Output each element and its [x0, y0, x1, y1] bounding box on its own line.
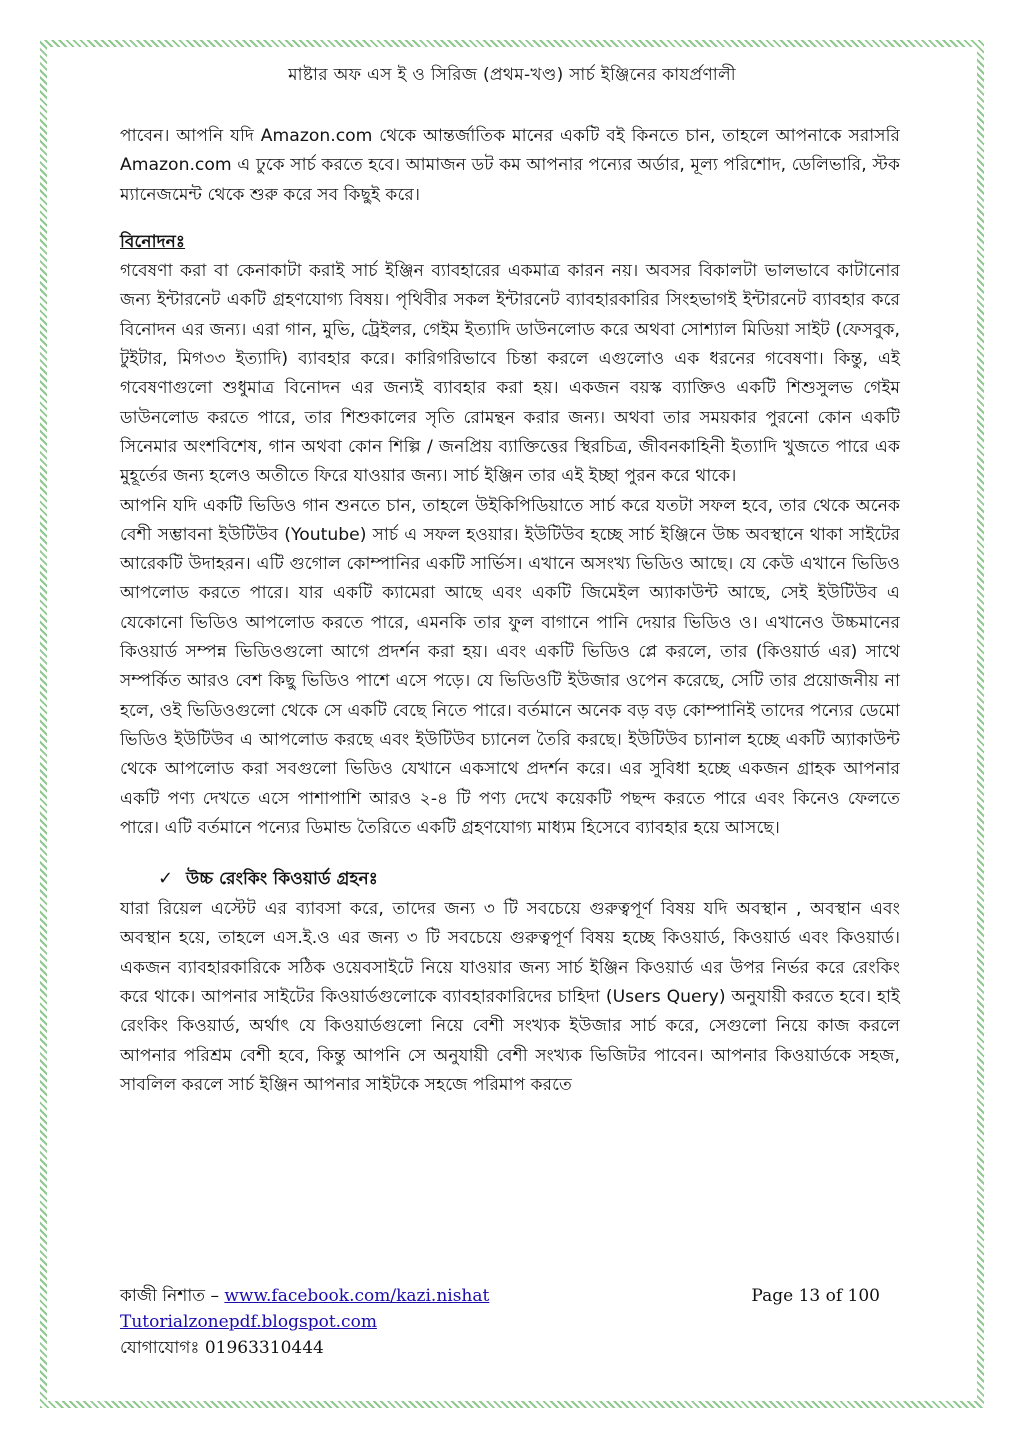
entertainment-heading: বিনোদনঃ [120, 231, 186, 252]
intro-paragraph: পাবেন। আপনি যদি Amazon.com থেকে আন্তর্জাতিক মানের একটি বই কিনতে চান, তাহলে আপনাকে সরাসরি Amazon.com এ ঢুকে সার্চ করতে হবে। আমাজন ডট কম আপনার পন্যের অর্ডার, মূল্য পরিশোদ, ডেলিভারি, স্টক ম্যানেজমেন্ট থেকে শুরু করে সব কিছুই করে। [120, 126, 900, 205]
footer-author: কাজী নিশাত – [120, 1286, 219, 1306]
keyword-section-heading [120, 863, 900, 895]
keyword-heading-label: উচ্চ রেংকিং কিওয়ার্ড গ্রহনঃ [186, 869, 378, 890]
checkmark-icon: ✓ [158, 868, 174, 890]
footer-row [120, 1283, 880, 1309]
keyword-paragraph: যারা রিয়েল এস্টেট এর ব্যাবসা করে, তাদের জন্য ৩ টি সবচেয়ে গুরুত্বপূর্ণ বিষয় যদি অবস্থান , অবস্থান এবং অবস্থান হয়ে, তাহলে এস.ই.ও এর জন্য ৩ টি সবচেয়ে গুরুত্বপূর্ণ বিষয় হচ্ছে কিওয়ার্ড, কিওয়ার্ড এবং কিওয়ার্ড। একজন ব্যাবহারকারিকে সঠিক ওয়েবসাইটে নিয়ে যাওয়ার জন্য সার্চ ইঞ্জিন কিওয়ার্ড এর উপর নির্ভর করে রেংকিং করে থাকে। আপনার সাইটের কিওয়ার্ডগুলোকে ব্যাবহারকারিদের চাহিদা (Users Query) অনুযায়ী করতে হবে। হাই রেংকিং কিওয়ার্ড, অর্থাৎ যে কিওয়ার্ডগুলো নিয়ে বেশী সংখ্যক ইউজার সার্চ করে, সেগুলো নিয়ে কাজ করলে আপনার পরিশ্রম বেশী হবে, কিন্তু আপনি সে অনুযায়ী বেশী সংখ্যক ভিজিটর পাবেন। আপনার কিওয়ার্ডকে সহজ, সাবলিল করলে সার্চ ইঞ্জিন আপনার সাইটকে সহজে পরিমাপ করতে [120, 899, 900, 1095]
entertainment-paragraph-1: গবেষণা করা বা কেনাকাটা করাই সার্চ ইঞ্জিন ব্যাবহারের একমাত্র কারন নয়। অবসর বিকালটা ভালভাবে কাটানোর জন্য ইন্টারনেট একটি গ্রহণযোগ্য বিষয়। পৃথিবীর সকল ইন্টারনেট ব্যাবহারকারির সিংহভাগই ইন্টারনেট ব্যাবহার করে বিনোদন এর জন্য। এরা গান, মুভি, ট্রেইলর, গেইম ইত্যাদি ডাউনলোড করে অথবা সোশ্যাল মিডিয়া সাইট (ফেসবুক, টুইটার, মিগ৩৩ ইত্যাদি) ব্যাবহার করে। কারিগরিভাবে চিন্তা করলে এগুলোও এক ধরনের গবেষণা। কিন্তু, এই গবেষণাগুলো শুধুমাত্র বিনোদন এর জন্যই ব্যাবহার করা হয়। একজন বয়স্ক ব্যাক্তিও একটি শিশুসুলভ গেইম ডাউনলোড করতে পারে, তার শিশুকালের সৃতি রোমন্থন করার জন্য। অথবা তার সময়কার পুরনো কোন একটি সিনেমার অংশবিশেষ, গান অথবা কোন শিল্পি / জনপ্রিয় ব্যাক্তিত্তের স্থিরচিত্র, জীবনকাহিনী ইত্যাদি খুজতে পারে এক মুহূর্তের জন্য হলেও অতীতে ফিরে যাওয়ার জন্য। সার্চ ইঞ্জিন তার এই ইচ্ছা পুরন করে থাকে। [120, 261, 900, 487]
blog-link[interactable]: Tutorialzonepdf.blogspot.com [120, 1312, 377, 1332]
main-content [120, 122, 900, 1100]
footer-contact: যোগাযোগঃ 01963310444 [120, 1338, 324, 1358]
page-header-title: মাষ্টার অফ এস ই ও সিরিজ (প্রথম-খণ্ড) সার্চ ইঞ্জিনের কাযর্প্রণালী [288, 65, 736, 85]
page-footer [120, 1283, 880, 1361]
page-number: Page 13 of 100 [751, 1286, 880, 1306]
footer-author-line [120, 1283, 489, 1309]
entertainment-paragraph-2: আপনি যদি একটি ভিডিও গান শুনতে চান, তাহলে উইকিপিডিয়াতে সার্চ করে যতটা সফল হবে, তার থেকে অনেক বেশী সম্ভাবনা ইউটিউব (Youtube) সার্চ এ সফল হওয়ার। ইউটিউব হচ্ছে সার্চ ইঞ্জিনে উচ্চ অবস্থানে থাকা সাইটের আরেকটি উদাহরন। এটি গুগোল কোম্পানির একটি সার্ভিস। এখানে অসংখ্য ভিডিও আছে। যে কেউ এখানে ভিডিও আপলোড করতে পারে। যার একটি ক্যামেরা আছে এবং একটি জিমেইল অ্যাকাউন্ট আছে, সেই ইউটিউব এ যেকোনো ভিডিও আপলোড করতে পারে, এমনকি তার ফুল বাগানে পানি দেয়ার ভিডিও ও। এখানেও উচ্চমানের কিওয়ার্ড সম্পন্ন ভিডিওগুলো আগে প্রদর্শন করা হয়। এবং একটি ভিডিও প্লে করলে, তার (কিওয়ার্ড এর) সাথে সম্পর্কিত আরও বেশ কিছু ভিডিও পাশে এসে পড়ে। যে ভিডিওটি ইউজার ওপেন করেছে, সেটি তার প্রয়োজনীয় না হলে, ওই ভিডিওগুলো থেকে সে একটি বেছে নিতে পারে। বর্তমানে অনেক বড় বড় কোম্পানিই তাদের পন্যের ডেমো ভিডিও ইউটিউব এ আপলোড করছে এবং ইউটিউব চ্যানেল তৈরি করছে। ইউটিউব চ্যানাল হচ্ছে একটি অ্যাকাউন্ট থেকে আপলোড করা সবগুলো ভিডিও যেখানে একসাথে প্রদর্শন করে। এর সুবিধা হচ্ছে একজন গ্রাহক আপনার একটি পণ্য দেখতে এসে পাশাপাশি আরও ২-৪ টি পণ্য দেখে কয়েকটি পছন্দ করতে পারে এবং কিনেও ফেলতে পারে। এটি বর্তমানে পন্যের ডিমান্ড তৈরিতে একটি গ্রহণযোগ্য মাধ্যম হিসেবে ব্যাবহার হয়ে আসছে। [120, 495, 900, 838]
facebook-link[interactable]: www.facebook.com/kazi.nishat [224, 1286, 490, 1306]
